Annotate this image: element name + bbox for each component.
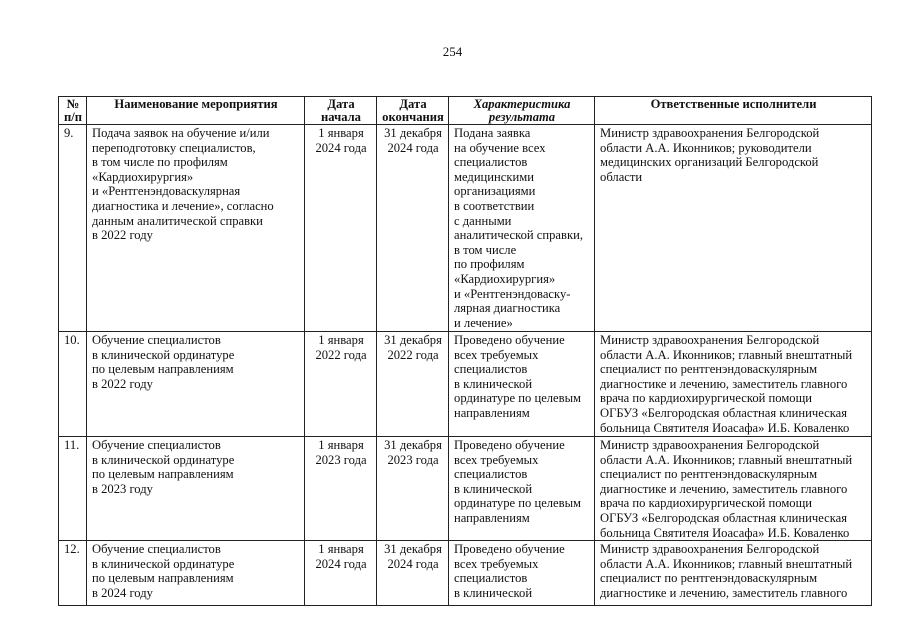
cell-line: Обучение специалистов xyxy=(92,333,221,347)
cell-line: области А.А. Иконников; главный внештатный xyxy=(600,556,853,571)
header-end: Дата окончания xyxy=(377,97,449,125)
measures-table xyxy=(58,96,872,606)
cell-line: специалистов xyxy=(454,571,528,586)
cell-end xyxy=(377,541,449,606)
cell-line: в клинической ординатуре xyxy=(92,556,235,571)
cell-line: в 2023 году xyxy=(92,481,153,496)
cell-line: больница Святителя Иоасафа» И.Б. Коваленко xyxy=(600,420,850,435)
cell-end xyxy=(377,437,449,541)
cell-line: Проведено обучение xyxy=(454,438,565,452)
cell-line: медицинских организаций Белгородской xyxy=(600,155,819,170)
header-num: № п/п xyxy=(59,97,87,125)
cell-line: Подача заявок на обучение и/или xyxy=(92,126,270,140)
cell-line: 2024 года xyxy=(387,556,439,571)
cell-line: 1 января xyxy=(318,438,364,452)
cell-line: по профилям xyxy=(454,257,525,272)
cell-line: 1 января xyxy=(318,333,364,347)
cell-line: в 2022 году xyxy=(92,376,153,391)
cell-line: ОГБУЗ «Белгородская областная клиническая xyxy=(600,405,848,420)
table-row xyxy=(59,437,872,541)
cell-line: Министр здравоохранения Белгородской xyxy=(600,333,820,347)
cell-line: 1 января xyxy=(318,126,364,140)
cell-line: специалист по рентгенэндоваскулярным xyxy=(600,571,818,586)
cell-line: 2022 года xyxy=(387,347,439,362)
cell-result xyxy=(449,437,595,541)
cell-line: и «Рентгенэндоваску- xyxy=(454,286,571,301)
cell-line: Обучение специалистов xyxy=(92,542,221,557)
cell-line: 2024 года xyxy=(315,140,367,155)
cell-line: в клинической ординатуре xyxy=(92,452,235,467)
cell-num: 10. xyxy=(59,332,87,437)
cell-end xyxy=(377,332,449,437)
cell-num: 11. xyxy=(59,437,87,541)
cell-start xyxy=(305,437,377,541)
cell-num: 9. xyxy=(59,125,87,332)
cell-line: в том числе по профилям xyxy=(92,155,228,170)
cell-line: ординатуре по целевым xyxy=(454,496,582,511)
cell-line: по целевым направлениям xyxy=(92,362,234,377)
header-result: Характеристика результата xyxy=(449,97,595,125)
cell-line: специалистов xyxy=(454,362,528,377)
cell-line: диагностике и лечению, заместитель главного xyxy=(600,481,848,496)
cell-line: диагностике и лечению, заместитель главного xyxy=(600,585,848,600)
cell-line: области xyxy=(600,169,643,184)
cell-line: всех требуемых xyxy=(454,347,539,362)
cell-line: специалист по рентгенэндоваскулярным xyxy=(600,467,818,482)
cell-line: Министр здравоохранения Белгородской xyxy=(600,126,820,140)
cell-line: 2024 года xyxy=(315,556,367,571)
cell-line: 2024 года xyxy=(387,140,439,155)
cell-name xyxy=(87,125,305,332)
cell-responsible xyxy=(595,437,872,541)
cell-line: Обучение специалистов xyxy=(92,438,221,452)
cell-line: диагностике и лечению, заместитель главного xyxy=(600,376,848,391)
cell-result xyxy=(449,332,595,437)
table-header-row xyxy=(59,97,872,125)
cell-line: 1 января xyxy=(318,542,364,557)
cell-line: направлениям xyxy=(454,405,530,420)
cell-line: в клинической ординатуре xyxy=(92,347,235,362)
cell-line: и «Рентгенэндоваскулярная xyxy=(92,184,241,199)
cell-result xyxy=(449,125,595,332)
cell-line: специалист по рентгенэндоваскулярным xyxy=(600,362,818,377)
cell-line: специалистов xyxy=(454,467,528,482)
cell-line: «Кардиохирургия» xyxy=(92,169,194,184)
cell-name xyxy=(87,437,305,541)
cell-line: в клинической xyxy=(454,481,533,496)
cell-line: ОГБУЗ «Белгородская областная клиническая xyxy=(600,510,848,525)
cell-line: всех требуемых xyxy=(454,556,539,571)
cell-name xyxy=(87,332,305,437)
cell-line: с данными xyxy=(454,213,512,228)
cell-line: аналитической справки, xyxy=(454,228,583,243)
cell-start xyxy=(305,332,377,437)
cell-line: в 2024 году xyxy=(92,585,153,600)
cell-line: по целевым направлениям xyxy=(92,571,234,586)
cell-line: области А.А. Иконников; главный внештатный xyxy=(600,347,853,362)
cell-line: Министр здравоохранения Белгородской xyxy=(600,542,820,557)
cell-line: в том числе xyxy=(454,242,517,257)
cell-line: 31 декабря xyxy=(384,542,442,557)
page-number: 254 xyxy=(442,44,463,59)
cell-line: 2022 года xyxy=(315,347,367,362)
cell-name xyxy=(87,541,305,606)
table-row xyxy=(59,541,872,606)
table-row xyxy=(59,332,872,437)
cell-responsible xyxy=(595,125,872,332)
cell-responsible xyxy=(595,541,872,606)
cell-line: области А.А. Иконников; руководители xyxy=(600,140,812,155)
cell-line: в соответствии xyxy=(454,198,535,213)
cell-line: области А.А. Иконников; главный внештатный xyxy=(600,452,853,467)
cell-line: медицинскими xyxy=(454,169,534,184)
cell-line: Подана заявка xyxy=(454,126,531,140)
cell-responsible xyxy=(595,332,872,437)
cell-line: в 2022 году xyxy=(92,228,153,243)
cell-line: на обучение всех xyxy=(454,140,546,155)
cell-line: врача по кардиохирургической помощи xyxy=(600,391,813,406)
cell-start xyxy=(305,541,377,606)
cell-line: данным аналитической справки xyxy=(92,213,263,228)
cell-line: Проведено обучение xyxy=(454,542,565,557)
header-responsible: Ответственные исполнители xyxy=(595,97,872,125)
cell-line: «Кардиохирургия» xyxy=(454,271,556,286)
header-name: Наименование мероприятия xyxy=(87,97,305,125)
cell-result xyxy=(449,541,595,606)
cell-line: 31 декабря xyxy=(384,438,442,452)
cell-end xyxy=(377,125,449,332)
header-start: Дата начала xyxy=(305,97,377,125)
cell-line: специалистов xyxy=(454,155,528,170)
cell-line: больница Святителя Иоасафа» И.Б. Коваленко xyxy=(600,525,850,540)
cell-start xyxy=(305,125,377,332)
cell-line: диагностика и лечение», согласно xyxy=(92,198,274,213)
cell-line: 2023 года xyxy=(315,452,367,467)
cell-line: направлениям xyxy=(454,510,530,525)
cell-line: переподготовку специалистов, xyxy=(92,140,256,155)
cell-line: в клинической xyxy=(454,376,533,391)
cell-line: и лечение» xyxy=(454,315,513,330)
cell-line: по целевым направлениям xyxy=(92,467,234,482)
cell-line: всех требуемых xyxy=(454,452,539,467)
cell-num: 12. xyxy=(59,541,87,606)
cell-line: Министр здравоохранения Белгородской xyxy=(600,438,820,452)
cell-line: врача по кардиохирургической помощи xyxy=(600,496,813,511)
cell-line: 31 декабря xyxy=(384,333,442,347)
cell-line: 2023 года xyxy=(387,452,439,467)
cell-line: организациями xyxy=(454,184,536,199)
cell-line: лярная диагностика xyxy=(454,301,561,316)
cell-line: 31 декабря xyxy=(384,126,442,140)
cell-line: в клинической xyxy=(454,585,533,600)
table-row xyxy=(59,125,872,332)
cell-line: Проведено обучение xyxy=(454,333,565,347)
cell-line: ординатуре по целевым xyxy=(454,391,582,406)
